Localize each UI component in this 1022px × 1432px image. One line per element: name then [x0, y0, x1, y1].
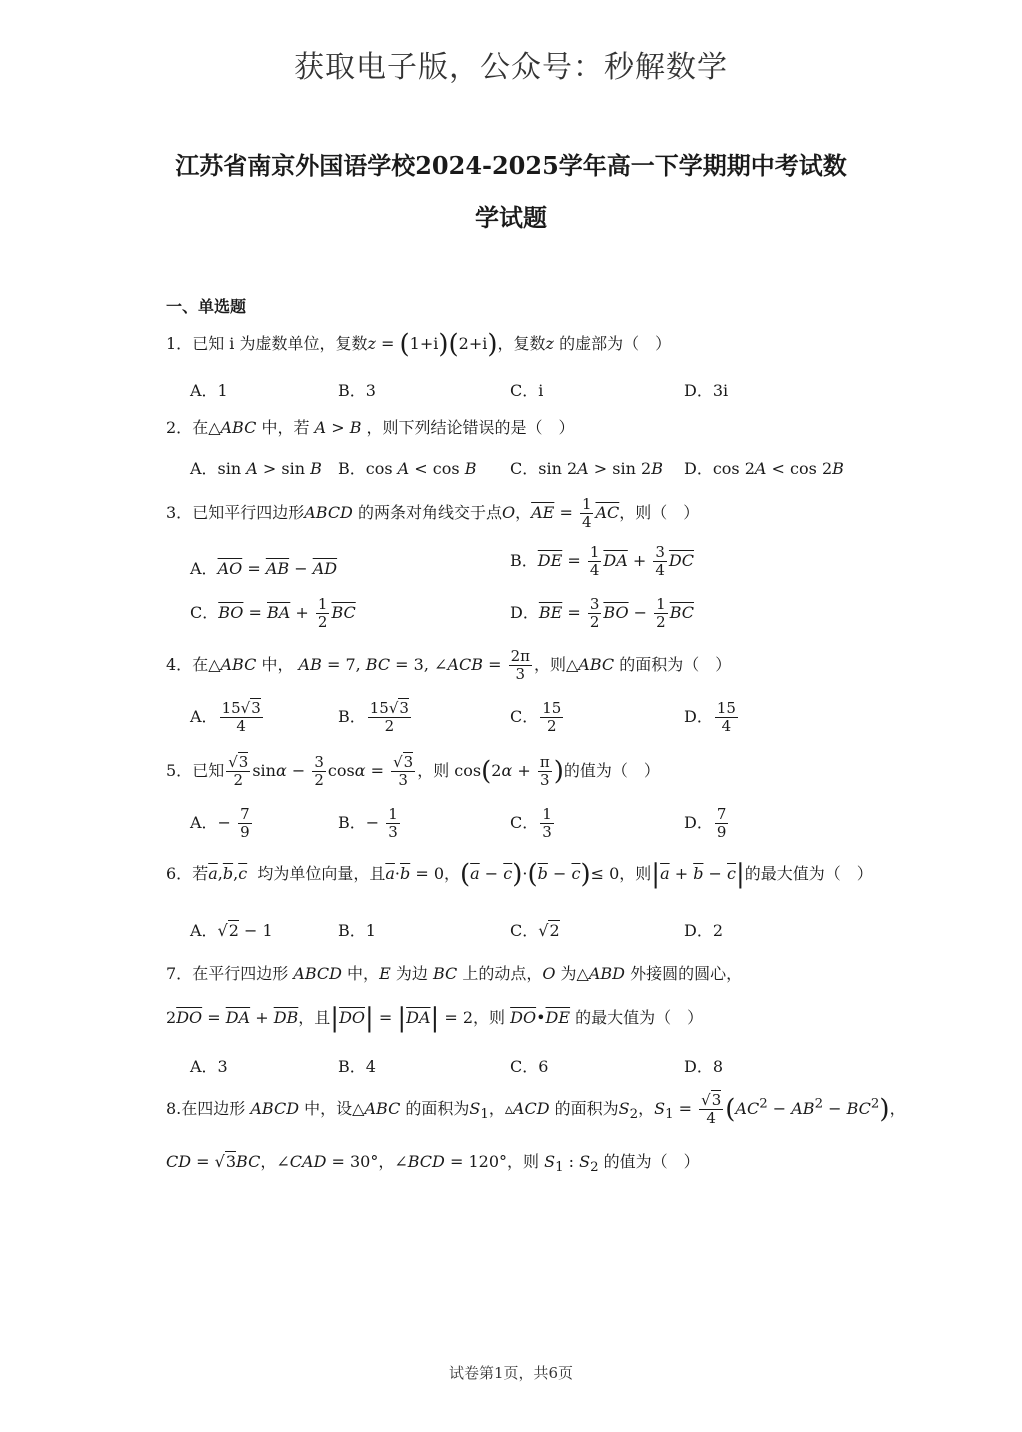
q1-option-d: D．3i: [684, 381, 729, 400]
q2-option-c: C．sin 2A > sin 2B: [510, 459, 663, 478]
q7-option-c: C．6: [510, 1057, 549, 1076]
question-7-line1: 7．在平行四边形 ABCD 中，E 为边 BC 上的动点，O 为△ABD 外接圆的圆心，: [166, 964, 743, 983]
watermark-banner: 获取电子版，公众号：秒解数学: [294, 50, 728, 85]
question-8-line1: 8.在四边形 ABCD 中，设△ABC 的面积为$S_1$，▵ACD 的面积为$S_2$，$S_1$ = $\frac{√3}{4}$ $(AC^2 - AB^2 - BC^2)$，: [166, 1091, 906, 1127]
page-footer: 试卷第1页，共6页: [448, 1364, 574, 1382]
q6-option-b: B．1: [338, 921, 376, 940]
q5-option-b: B．− $\frac{1}{3}$: [338, 805, 398, 841]
q3-option-d: D．$\overline{BE}$ = $\frac{3}{2}$ $\overline{BO}$ − $\frac{1}{2}$ $\overline{BC}$: [510, 595, 694, 631]
q1-option-a: A．1: [190, 381, 228, 400]
q2-option-d: D．cos 2A < cos 2B: [684, 459, 844, 478]
q7-option-a: A．3: [190, 1057, 228, 1076]
q5-option-d: D． $\frac{7}{9}$: [684, 805, 727, 841]
section-heading: 一、单选题: [166, 297, 247, 316]
q3-option-a: A．$\overline{AO} = \overline{AB} - \overline{AD}$: [190, 559, 338, 578]
page-title-line2: 学试题: [475, 203, 547, 232]
q1-option-c: C．i: [510, 381, 544, 400]
page-title-line1: 江苏省南京外国语学校2024-2025学年高一下学期期中考试数: [175, 151, 847, 180]
q6-option-c: C．√2: [510, 921, 560, 940]
question-8-line2: CD = √3BC，∠CAD = 30°，∠BCD = 120°，则 $S_1$ : $S_2$ 的值为（ ）: [166, 1152, 700, 1176]
q6-option-a: A．√2 − 1: [190, 921, 273, 940]
q5-option-a: A．− $\frac{7}{9}$: [190, 805, 250, 841]
question-1: 1．已知 i 为虚数单位，复数z = (1+i)(2+i)，复数z 的虚部为（ ）: [166, 329, 672, 360]
q6-option-d: D．2: [684, 921, 724, 940]
question-6: 6．若$\overline{a},\overline{b},\overline{c}$ 均为单位向量，且$\overline{a}\cdot\overline{b} = 0$，$(\overline{a} - \overline{c})\cdot(\overline{b} - \overline{c})\le 0$，则$|\overline{a} + \overline{b} - \overline{c}|$的最大值为（ ）: [166, 859, 873, 890]
question-2: 2．在△ABC 中，若 A > B ，则下列结论错误的是（ ）: [166, 418, 575, 437]
question-5: 5．已知 $\frac{√3}{2}$ sinα − $\frac{3}{2}$ cosα = $\frac{√3}{3}$ ，则 cos(2α + $\frac{\pi}{3}$ )的值为（ ）: [166, 753, 660, 789]
q5-option-c: C． $\frac{1}{3}$: [510, 805, 552, 841]
q2-option-a: A．sin A > sin B: [190, 459, 322, 478]
q7-option-b: B．4: [338, 1057, 376, 1076]
q7-option-d: D．8: [684, 1057, 724, 1076]
question-4: 4．在△ABC 中， AB = 7, BC = 3, ∠ACB = $\frac{2\pi}{3}$ ，则△ABC 的面积为（ ）: [166, 647, 732, 683]
q3-option-b: B．$\overline{DE}$ = $\frac{1}{4}$ $\overline{DA}$ + $\frac{3}{4}$ $\overline{DC}$: [510, 543, 694, 579]
q4-option-b: B． $\frac{15√3}{2}$: [338, 699, 409, 735]
q4-option-d: D． $\frac{15}{4}$: [684, 699, 736, 735]
question-7-line2: $2\overline{DO} = \overline{DA} + \overline{DB}$，且$|\overline{DO}| = |\overline{DA}| = 2$，则 $\overline{DO}•\overline{DE}$ 的最大值为（ ）: [166, 1003, 704, 1034]
q1-option-b: B．3: [338, 381, 376, 400]
q4-option-c: C． $\frac{15}{2}$: [510, 699, 562, 735]
q2-option-b: B．cos A < cos B: [338, 459, 477, 478]
q4-option-a: A． $\frac{15√3}{4}$: [190, 699, 261, 735]
question-3: 3．已知平行四边形ABCD 的两条对角线交于点O，$\overline{AE}$ = $\frac{1}{4}$ $\overline{AC}$，则（ ）: [166, 495, 700, 531]
q3-option-c: C．$\overline{BO} = \overline{BA}$ + $\frac{1}{2}$ $\overline{BC}$: [190, 595, 356, 631]
